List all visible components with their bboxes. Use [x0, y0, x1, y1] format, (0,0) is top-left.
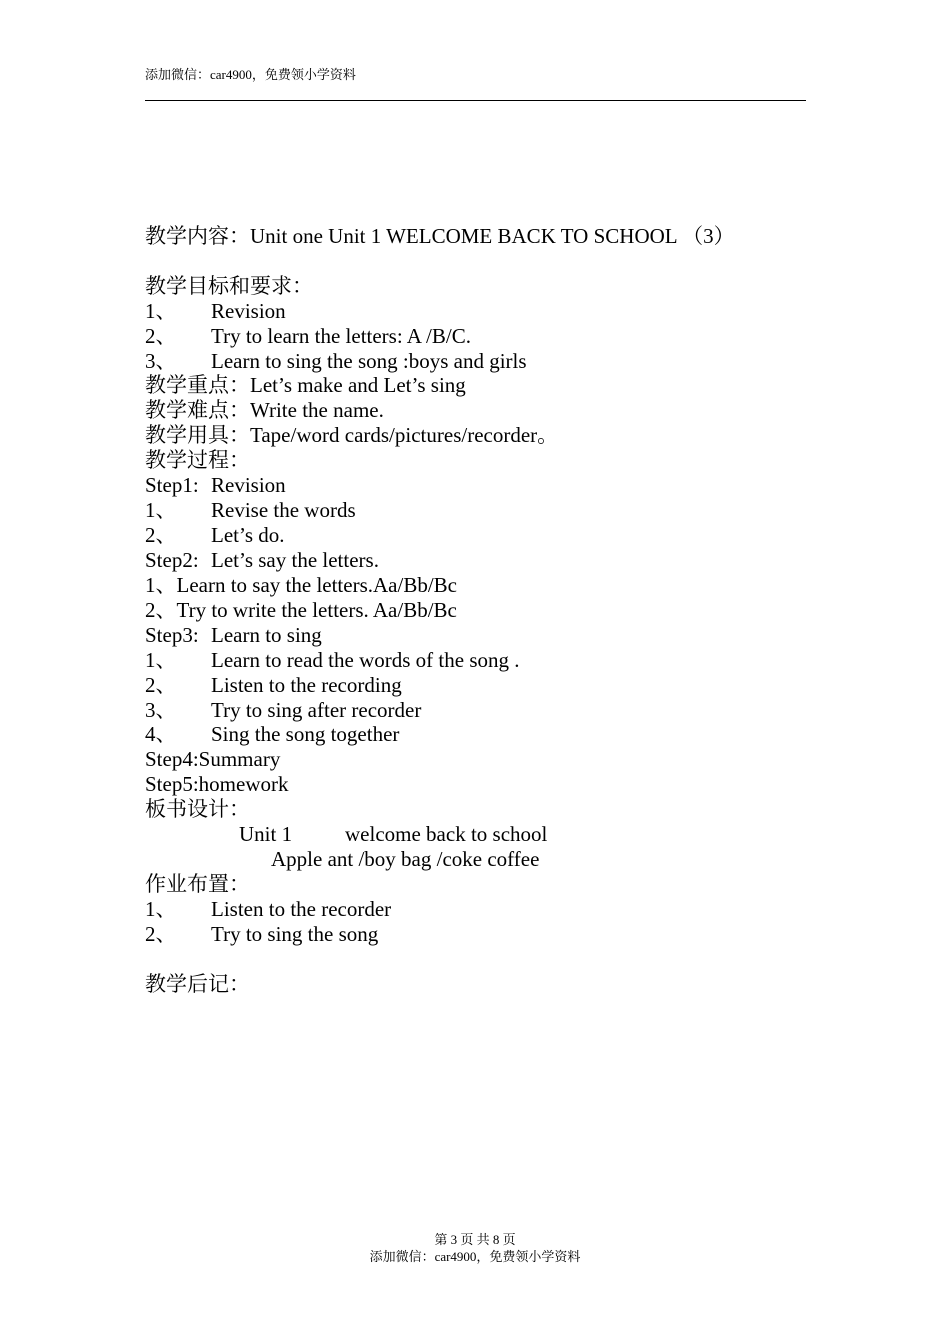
item-text: Revise the words — [211, 498, 356, 522]
board-title: welcome back to school — [345, 822, 548, 846]
step1-item — [145, 523, 285, 548]
item-text: Try to learn the letters: A /B/C. — [211, 324, 471, 348]
item-number: 1、 — [145, 299, 177, 323]
objective-item — [145, 324, 471, 349]
step-label: Step1: — [145, 473, 199, 497]
key-points: 教学重点：Let’s make and Let’s sing — [145, 373, 466, 397]
homework-heading: 作业布置： — [145, 872, 250, 896]
board-line-2: Apple ant /boy bag /coke coffee — [271, 847, 540, 871]
board-unit: Unit 1 — [239, 822, 293, 846]
item-text: Try to sing the song — [211, 922, 379, 946]
step1 — [145, 473, 286, 498]
item-number: 3、 — [145, 698, 177, 722]
step-text: Let’s say the letters. — [211, 548, 379, 572]
lesson-title: 教学内容：Unit one Unit 1 WELCOME BACK TO SCHOOL （3） — [145, 224, 735, 248]
header-text: 添加微信：car4900，免费领小学资料 — [145, 67, 356, 82]
item-number: 2、 — [145, 523, 177, 547]
step5: Step5:homework — [145, 772, 289, 796]
item-number: 4、 — [145, 722, 177, 746]
step-label: Step3: — [145, 623, 199, 647]
item-text: Try to sing after recorder — [211, 698, 422, 722]
objectives-heading: 教学目标和要求： — [145, 274, 313, 298]
step3-item — [145, 673, 402, 698]
difficulties: 教学难点：Write the name. — [145, 398, 384, 422]
item-number: 1、 — [145, 897, 177, 921]
step4: Step4:Summary — [145, 747, 281, 771]
header-divider — [145, 100, 806, 101]
item-number: 2、 — [145, 673, 177, 697]
step2-item: 1、Learn to say the letters.Aa/Bb/Bc — [145, 573, 457, 597]
step-label: Step2: — [145, 548, 199, 572]
item-text: Revision — [211, 299, 286, 323]
item-number: 1、 — [145, 498, 177, 522]
item-number: 2、 — [145, 324, 177, 348]
step1-item — [145, 498, 356, 523]
step-text: Revision — [211, 473, 286, 497]
board-line-1 — [239, 822, 547, 847]
process-heading: 教学过程： — [145, 448, 250, 472]
objective-item — [145, 299, 286, 324]
item-number: 3、 — [145, 349, 177, 373]
item-text: Sing the song together — [211, 722, 400, 746]
materials: 教学用具：Tape/word cards/pictures/recorder。 — [145, 423, 559, 447]
step3-item — [145, 648, 520, 673]
step2-item: 2、Try to write the letters. Aa/Bb/Bc — [145, 598, 457, 622]
objective-item — [145, 349, 527, 374]
item-text: Learn to read the words of the song . — [211, 648, 520, 672]
reflection-heading: 教学后记： — [145, 972, 250, 996]
step-text: Learn to sing — [211, 623, 322, 647]
homework-item — [145, 897, 391, 922]
item-text: Listen to the recording — [211, 673, 402, 697]
page-number: 第 3 页 共 8 页 — [434, 1232, 516, 1247]
item-text: Listen to the recorder — [211, 897, 392, 921]
item-number: 2、 — [145, 922, 177, 946]
footer-text: 添加微信：car4900，免费领小学资料 — [369, 1249, 581, 1264]
homework-item — [145, 922, 378, 947]
step2 — [145, 548, 379, 573]
step3-item — [145, 722, 399, 747]
step3-item — [145, 698, 421, 723]
item-number: 1、 — [145, 648, 177, 672]
item-text: Let’s do. — [211, 523, 285, 547]
board-heading: 板书设计： — [145, 797, 250, 821]
step3 — [145, 623, 322, 648]
item-text: Learn to sing the song :boys and girls — [211, 349, 527, 373]
